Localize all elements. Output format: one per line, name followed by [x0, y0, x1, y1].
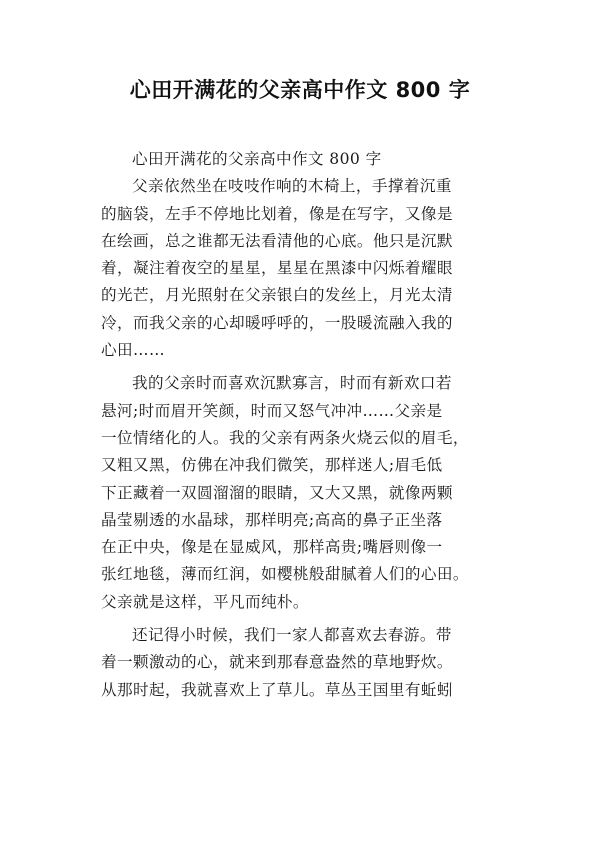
paragraph-line: 我的父亲时而喜欢沉默寡言，时而有新欢口若: [132, 374, 452, 393]
paragraph-line: 心田……: [101, 341, 165, 360]
paragraph-line: 的脑袋，左手不停地比划着，像是在写字，又像是: [101, 204, 453, 223]
paragraph-line: 冷，而我父亲的心却暖呼呼的，一股暖流融入我的: [101, 313, 453, 332]
paragraph-line: 张红地毯，薄而红润，如樱桃般甜腻着人们的心田。: [101, 565, 469, 584]
paragraph-line: 一位情绪化的人。我的父亲有两条火烧云似的眉毛，: [101, 428, 469, 447]
paragraph-line: 在正中央，像是在显威风，那样高贵;嘴唇则像一: [101, 538, 443, 557]
paragraph-line: 下正藏着一双圆溜溜的眼睛，又大又黑，就像两颗: [101, 483, 453, 502]
paragraph-line: 晶莹剔透的水晶球，那样明亮;高高的鼻子正坐落: [101, 510, 443, 529]
paragraph-line: 又粗又黑，仿佛在冲我们微笑，那样迷人;眉毛低: [101, 456, 443, 475]
paragraph-line: 着，凝注着夜空的星星，星星在黑漆中闪烁着耀眼: [101, 259, 453, 278]
paragraph-line: 还记得小时候，我们一家人都喜欢去春游。带: [132, 626, 452, 645]
paragraph-line: 着一颗激动的心，就来到那春意盎然的草地野炊。: [101, 653, 453, 672]
paragraph-line: 悬河;时而眉开笑颜，时而又怒气冲冲……父亲是: [101, 401, 443, 420]
paragraph-line: 在绘画，总之谁都无法看清他的心底。他只是沉默: [101, 231, 453, 250]
document-title: 心田开满花的父亲高中作文 800 字: [129, 78, 471, 102]
paragraph-line: 父亲就是这样，平凡而纯朴。: [101, 592, 309, 611]
paragraph-line: 父亲依然坐在吱吱作响的木椅上，手撑着沉重: [132, 177, 452, 196]
document-body: [101, 146, 506, 704]
body-subtitle: 心田开满花的父亲高中作文 800 字: [132, 150, 382, 168]
paragraph-line: 从那时起，我就喜欢上了草儿。草丛王国里有蚯蚓: [101, 680, 453, 699]
paragraph-line: 的光芒，月光照射在父亲银白的发丝上，月光太清: [101, 286, 453, 305]
